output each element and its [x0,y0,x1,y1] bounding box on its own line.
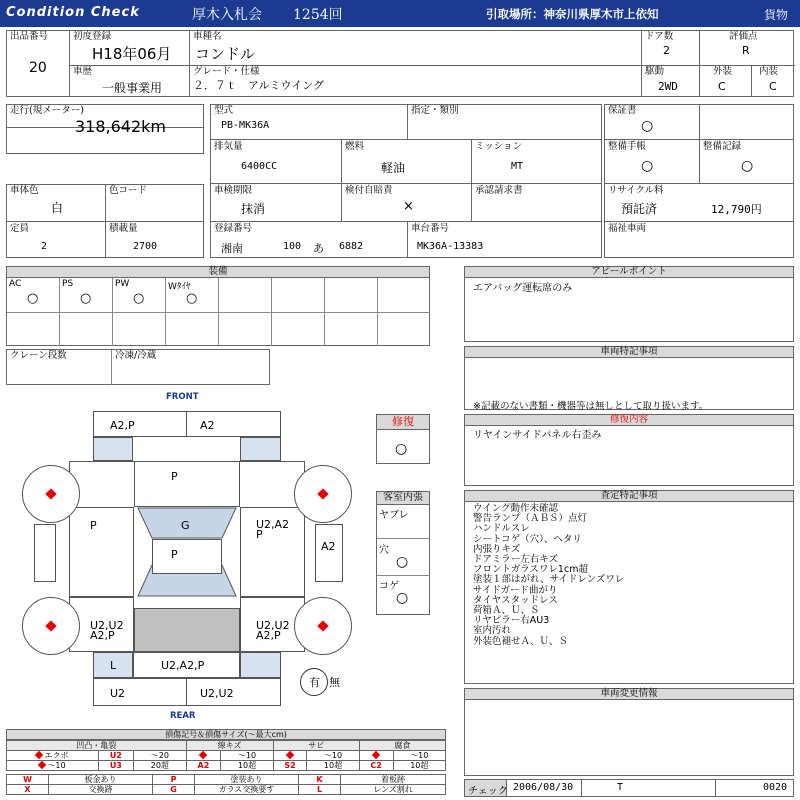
cabin-burn-mark: ○ [396,590,409,606]
inspection-notes-title: 査定特記事項 [465,491,793,502]
headlight-right[interactable] [240,437,281,461]
drive-label: 駆動 [645,66,665,77]
equip-pw-mark: ○ [133,291,145,306]
designation-label: 指定・類別 [411,105,459,116]
special-note: ※記載のない書類・機器等は無しとして取り扱います。 [473,401,709,412]
history-value: 一般事業用 [102,81,163,95]
insurance-value: × [403,199,414,214]
front-bumper-right-code: A2 [200,419,215,432]
crane-fridge-table [6,349,270,385]
legend-s1-size: ～10 [307,751,359,761]
legend-c1-size: ～10 [393,751,445,761]
special-notes-panel [464,346,794,410]
equip-wtire-mark: ○ [186,291,198,306]
legend-dimple: エクボ [44,751,69,760]
recycle-label: リサイクル料 [608,185,664,196]
change-info-title: 車両変更情報 [465,689,793,700]
inspection-notes-list [473,504,624,647]
mission-value: MT [511,161,524,172]
red-diamond-icon [286,751,294,759]
red-diamond-icon [199,751,207,759]
auction-session: 1254回 [293,7,343,23]
grade-label: グレード・仕様 [193,66,260,77]
exterior-label: 外装 [713,66,733,77]
legend-l: L [299,785,341,795]
auction-name: 厚木入札会 [192,7,262,23]
check-row [464,779,794,797]
note-line: 室内汚れ [473,625,512,637]
red-diamond-icon [372,751,380,759]
note-line: タイヤスタッドレス [473,594,558,606]
cabin-roof-code: P [171,548,178,561]
cabin-hole-mark: ○ [396,554,409,570]
doors-value: 2 [663,44,670,57]
mission-label: ミッション [475,141,523,152]
spare-no: 無 [329,676,340,689]
grade-value: ２．７ｔ アルミウイング [193,79,325,92]
cabin-hole-label: 穴 [379,545,389,556]
score-value: R [742,44,750,57]
reg-area: 湘南 [221,242,243,255]
chassis-label: 車台番号 [411,223,450,234]
legend-c2-size: 10超 [393,761,445,771]
headlight-left[interactable] [93,437,133,461]
reg-kana: あ [313,242,324,255]
note-line: フロントガラスワレ1cm超 [473,564,588,576]
reg-class: 100 [283,241,302,252]
vehicle-info-table [6,30,794,97]
exterior-value: C [718,80,726,93]
maint-record-label: 整備記録 [703,141,742,152]
rear-gate-code: U2,A2,P [161,659,205,672]
note-line: リヤピラー右AU3 [473,615,550,627]
vehicle-category: 貨物 [764,8,789,22]
legend-group-scratch: 線キズ [186,741,273,751]
reg-no-label: 登録番号 [214,223,253,234]
rear-right-code: U2,U2 A2,P [256,619,290,642]
documents-table [604,104,794,258]
right-side-code: A2 [321,540,336,553]
first-reg-label: 初度登録 [73,31,112,42]
legend-x: X [7,785,49,795]
change-info-panel [464,688,794,776]
tire-marker-icon [45,488,56,499]
taillight-left-code: L [110,659,117,672]
hood-code: P [171,470,178,483]
chassis-value: MK36A-13383 [417,241,484,252]
wheel-rear-left[interactable] [22,597,80,655]
mileage-box [6,104,204,154]
appeal-panel [464,266,794,342]
legend-s2-size: 10超 [307,761,359,771]
legend-k: K [299,775,341,785]
color-code-label: 色コード [109,185,148,196]
body-color-value: 白 [51,201,64,215]
insurance-label: 検付自賠責 [345,185,393,196]
specs-table [210,104,602,258]
doors-label: ドア数 [645,31,674,42]
capacity-label: 定員 [10,223,30,234]
lot-number: 20 [29,60,47,76]
cabin-interior-box [376,491,430,615]
legend-u3-size: 20超 [134,761,186,771]
capacity-value: 2 [41,241,48,252]
hood-panel[interactable] [134,461,240,507]
legend-w: W [7,775,49,785]
warranty-mark: ○ [641,118,654,134]
note-line: 荷箱Ａ、Ｕ、Ｓ [473,605,540,617]
equipment-table [6,266,430,346]
note-line: ハンドルスレ [473,523,530,535]
rear-bumper-right-code: U2,U2 [200,687,234,700]
damage-diagram [0,388,372,728]
load-value: 2700 [133,241,158,252]
legend-group-dent: 凹凸・亀裂 [7,741,187,751]
legend-l-text: レンズ割れ [341,785,446,795]
legend-table [6,740,446,771]
approval-label: 承認請求書 [475,185,523,196]
interior-label: 内装 [759,66,779,77]
sheet-title: Condition Check [6,5,140,20]
repair-box [376,414,430,464]
left-side-mirror[interactable] [34,524,56,582]
right-side-panel[interactable] [315,524,343,582]
repair-title: 修復 [377,415,429,430]
fridge-label: 冷凍/冷蔵 [115,350,157,361]
legend-u3: U3 [98,761,134,771]
check-label: チェック [468,786,508,797]
legend-symbol-table [6,774,446,795]
equip-ac-mark: ○ [27,291,39,306]
legend-x-text: 交換跡 [49,785,153,795]
warranty-label: 保証書 [608,105,637,116]
fuel-label: 燃料 [345,141,365,152]
legend-s2: S2 [273,761,307,771]
welfare-label: 福祉車両 [608,223,647,234]
type-value: PB-MK36A [221,120,270,131]
tire-marker-icon [317,620,328,631]
maint-book-mark: ○ [641,158,654,174]
model-name-label: 車種名 [193,31,222,42]
cargo-bed-panel[interactable] [134,608,240,652]
body-table [6,184,204,258]
mileage-value: 318,642km [75,117,167,136]
maint-record-mark: ○ [741,158,754,174]
first-reg-value: H18年06月 [92,45,172,63]
legend-c2: C2 [359,761,393,771]
rear-left-code: U2,U2 A2,P [90,619,124,642]
tire-marker-icon [45,620,56,631]
reg-num: 6882 [339,241,364,252]
red-diamond-icon [38,761,46,769]
legend-p-text: 塗装あり [195,775,299,785]
legend-u2-size: ～20 [134,751,186,761]
mileage-label: 走行(規メーター) [10,105,84,116]
legend-u1-size: ～10 [47,761,66,770]
interior-value: C [769,80,777,93]
equip-ps-label: PS [62,279,74,289]
wheel-rear-right[interactable] [294,597,352,655]
header-bar [0,0,800,27]
cabin-burn-label: コゲ [379,581,399,592]
equip-pw-label: PW [115,279,130,289]
legend-a1-size: ～10 [221,751,273,761]
drive-value: 2WD [658,80,678,93]
front-label: FRONT [166,392,199,402]
appeal-text: エアバッグ運転席のみ [473,283,573,294]
score-label: 評価点 [729,31,758,42]
legend-g: G [153,785,195,795]
wheel-front-right[interactable] [294,465,352,523]
note-line: 外装色褪せＡ、Ｕ、Ｓ [473,635,569,647]
equip-ps-mark: ○ [80,291,92,306]
equipment-title: 装備 [7,267,429,278]
legend-group-rust: サビ [273,741,359,751]
maint-book-label: 整備手帳 [608,141,647,152]
check-date: 2006/08/30 [513,782,574,793]
legend-group-corrosion: 腐食 [359,741,445,751]
lot-label: 出品番号 [10,31,49,42]
fuel-value: 軽油 [381,161,406,175]
spare-yes: 有 [309,676,320,689]
pickup-location: 引取場所：神奈川県厚木市上依知 [486,7,659,21]
equip-ac-label: AC [9,279,22,289]
load-label: 積載量 [109,223,138,234]
legend-u2: U2 [98,751,134,761]
roof-code: G [181,519,190,532]
recycle-fee: 12,790円 [711,203,762,216]
legend-k-text: 着板跡 [341,775,446,785]
legend-a2: A2 [186,761,221,771]
rear-bumper-left-code: U2 [110,687,126,700]
note-line: ドアミラー左右キズ [473,554,559,566]
note-line: ウイング動作未確認 [473,503,559,514]
legend-a2-size: 10超 [221,761,273,771]
note-line: サイドガード曲がり [473,584,558,596]
wheel-front-left[interactable] [22,465,80,523]
right-door-code: U2,A2 P [256,518,290,541]
note-line: 内張りキズ [473,543,521,555]
left-door-panel[interactable] [69,507,134,597]
special-title: 車両特記事項 [465,347,793,358]
cabin-roof-panel[interactable] [152,539,222,574]
crane-label: クレーン段数 [10,350,67,361]
check-code: 0020 [763,782,788,793]
taillight-right[interactable] [240,652,281,678]
note-line: 塗装１部はがれ、サイドレンズワレ [473,574,625,586]
appeal-title: アピールポイント [465,267,793,278]
left-door-code: P [90,519,97,532]
legend-title: 損傷記号＆損傷サイズ(～最大cm) [6,729,446,740]
legend-g-text: ガラス交換要す [195,785,299,795]
equip-wtire-label: Wﾀｲﾔ [168,282,191,292]
tire-marker-icon [317,488,328,499]
repair-detail-text: リヤインサイドパネル右歪み [473,430,602,441]
displacement-value: 6400CC [241,161,278,172]
model-name-value: コンドル [195,45,256,63]
repair-detail-panel [464,414,794,486]
displacement-label: 排気量 [214,141,243,152]
legend-p: P [153,775,195,785]
recycle-status: 預託済 [621,202,658,216]
legend-w-text: 板金あり [49,775,153,785]
inspection-label: 車検期限 [214,185,253,196]
inspection-value: 抹消 [241,202,266,216]
check-mark: T [617,782,624,793]
repair-mark: ○ [395,441,408,457]
body-color-label: 車体色 [10,185,39,196]
cabin-title: 客室内張 [377,492,429,505]
type-label: 型式 [214,105,234,116]
note-line: 警告ランプ（ＡＢＳ）点灯 [473,513,588,525]
front-bumper-left-code: A2,P [110,419,135,432]
inspection-notes-panel [464,490,794,684]
rear-label: REAR [170,711,196,721]
note-line: シートコゲ（穴）、ヘタリ [473,533,582,545]
red-diamond-icon [35,751,43,759]
repair-detail-title: 修復内容 [465,415,793,426]
cabin-tear-label: ヤブレ [379,510,409,521]
history-label: 車歴 [73,66,93,77]
